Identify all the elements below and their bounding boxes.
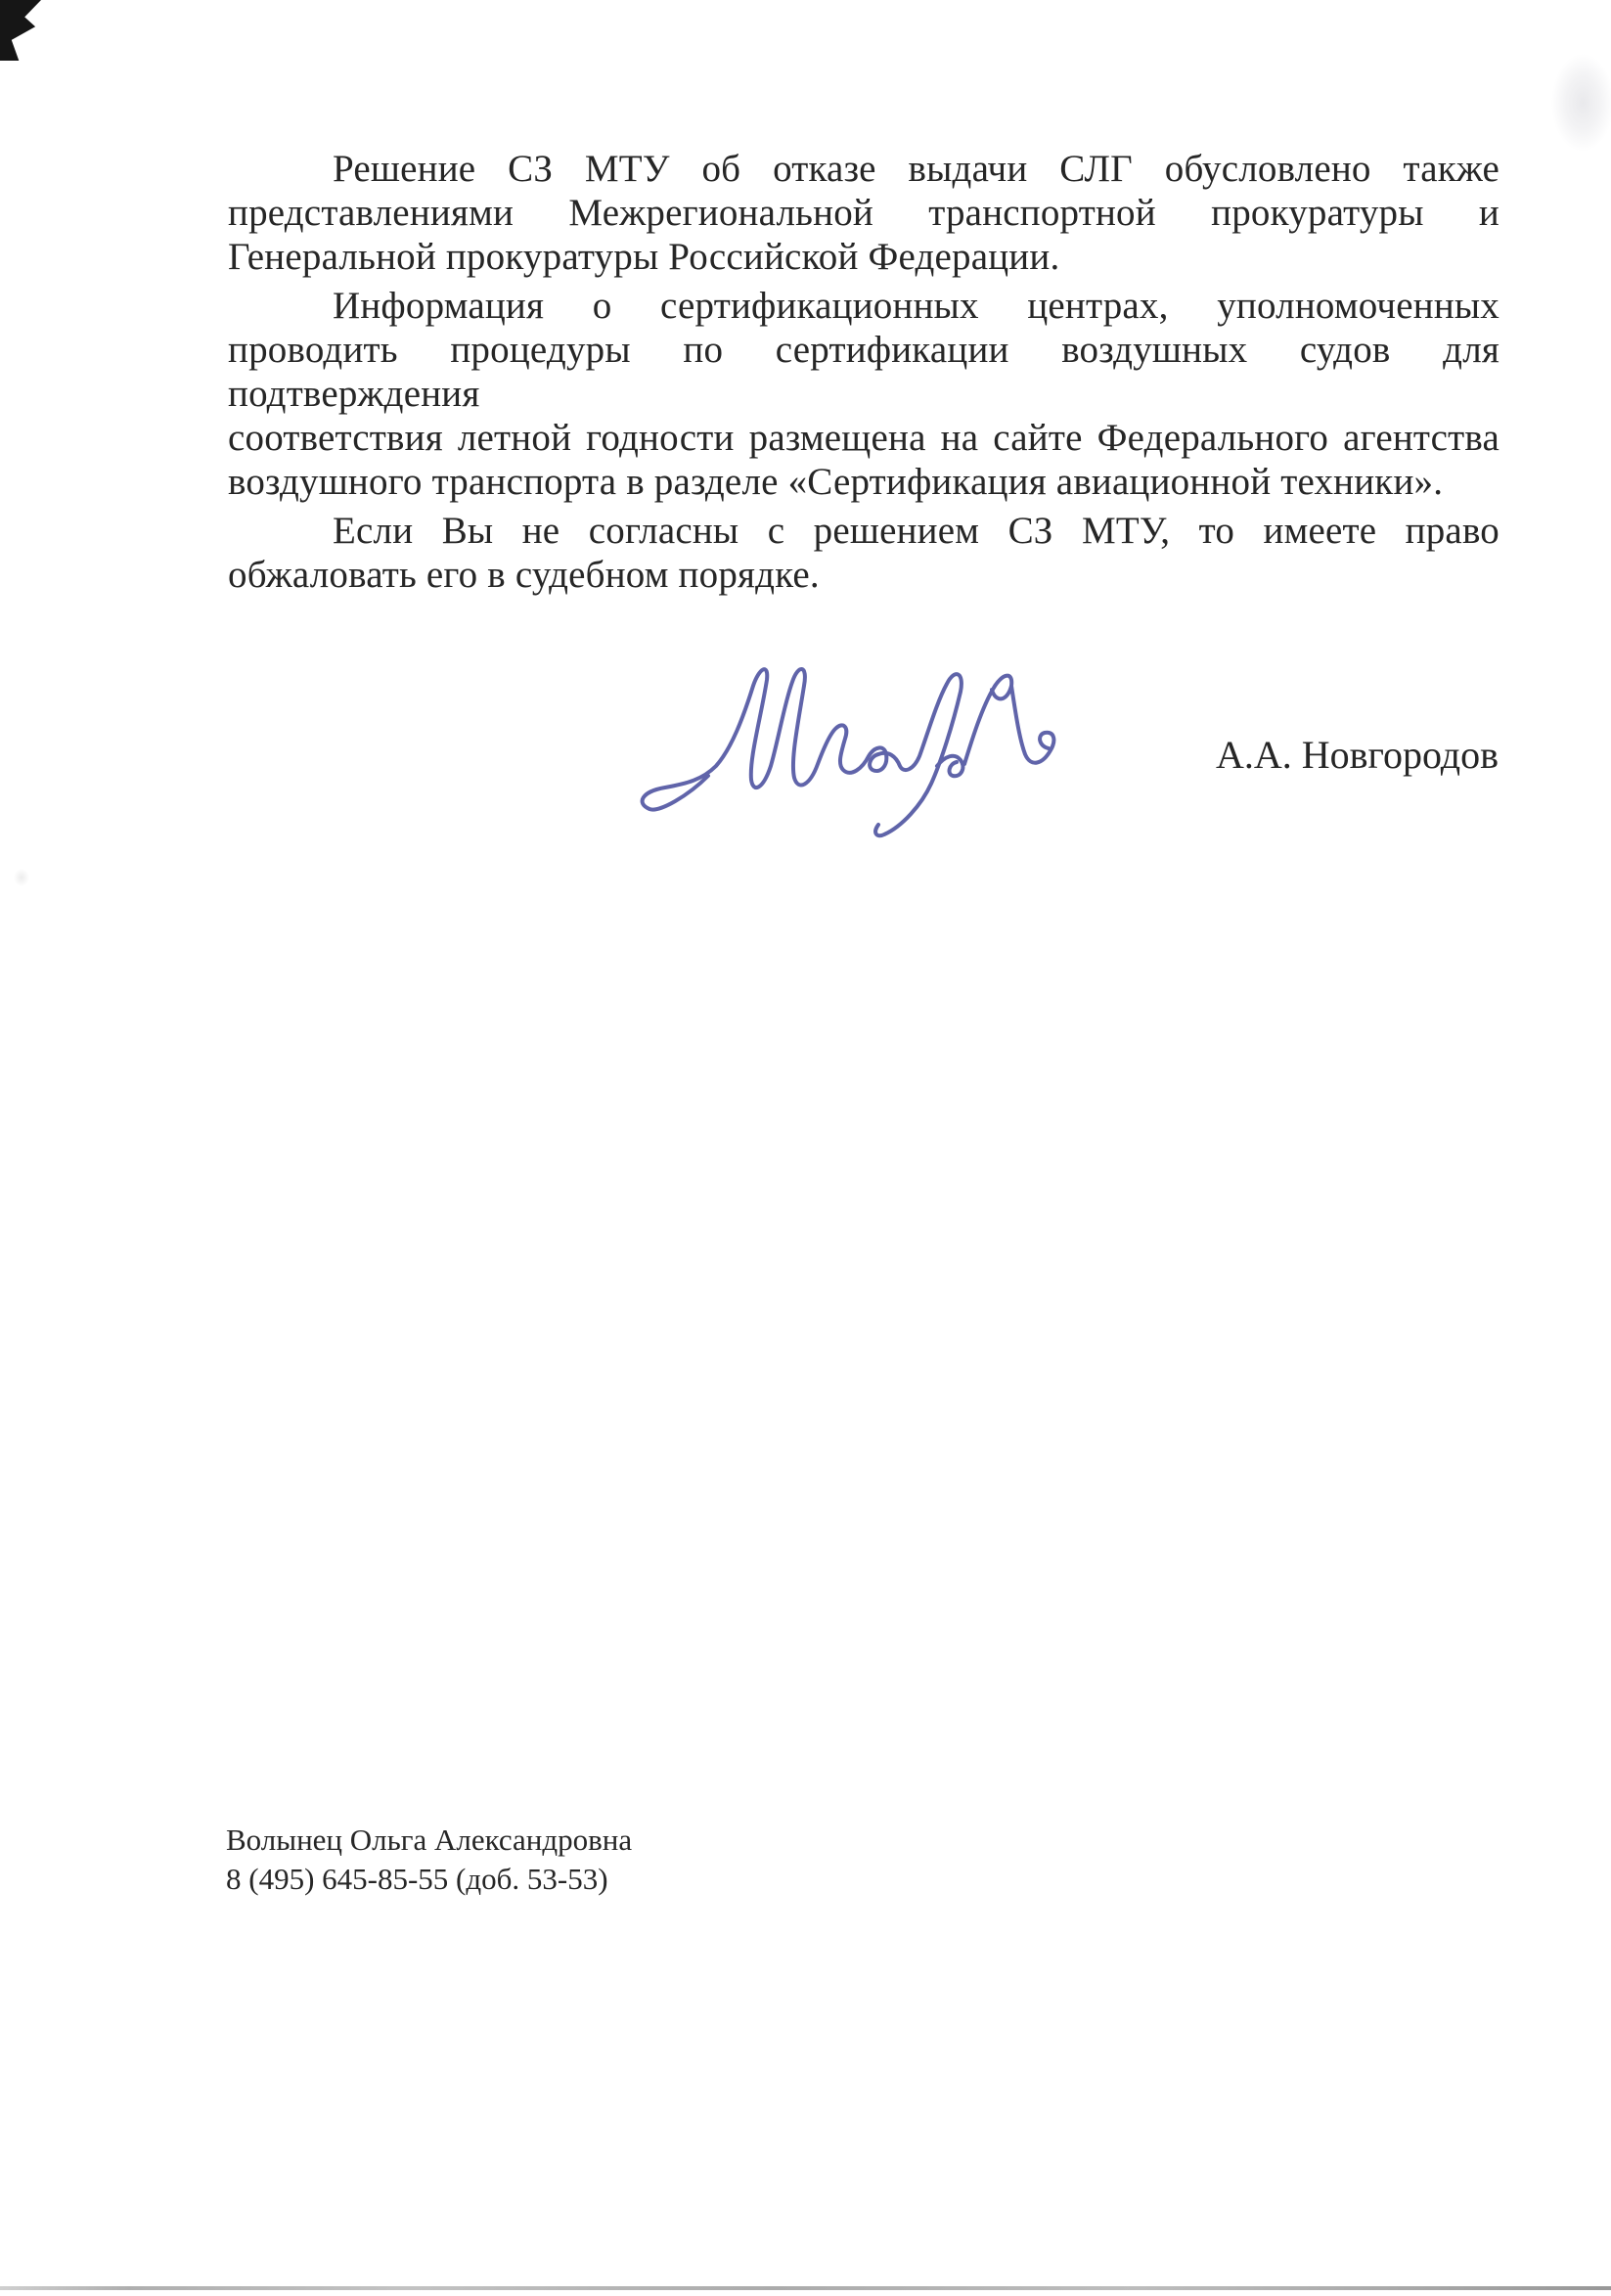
scan-artifact-corner-mark <box>0 0 41 61</box>
letter-body <box>228 147 1499 602</box>
paragraph-line: воздушного транспорта в разделе «Сертификация авиационной техники». <box>228 461 1444 503</box>
signature-image <box>626 641 1076 851</box>
paragraph <box>228 284 1499 504</box>
paragraph <box>228 509 1499 597</box>
paragraph-line: представлениями Межрегиональной транспортной прокуратуры и <box>228 192 1499 234</box>
paragraph <box>228 147 1499 279</box>
paragraph-line: Если Вы не согласны с решением СЗ МТУ, то имеете право <box>333 510 1499 552</box>
executor-contact-block <box>226 1821 632 1899</box>
paragraph-line: обжаловать его в судебном порядке. <box>228 554 820 596</box>
scan-artifact-speck <box>14 869 29 886</box>
scan-artifact-bottom-edge <box>0 2286 1611 2290</box>
paragraph-line: Решение СЗ МТУ об отказе выдачи СЛГ обусловлено также <box>333 148 1499 190</box>
contact-phone: 8 (495) 645-85-55 (доб. 53-53) <box>226 1862 608 1896</box>
contact-name: Волынец Ольга Александровна <box>226 1823 633 1857</box>
paragraph-line: Информация о сертификационных центрах, уполномоченных <box>333 285 1499 327</box>
paragraph-line: Генеральной прокуратуры Российской Федерации. <box>228 236 1060 278</box>
paragraph-line: проводить процедуры по сертификации воздушных судов для подтверждения <box>228 329 1499 415</box>
paragraph-line: соответствия летной годности размещена на сайте Федерального агентства <box>228 417 1499 459</box>
scan-artifact-smudge <box>1551 54 1611 152</box>
signer-name: А.А. Новгородов <box>1216 733 1499 777</box>
